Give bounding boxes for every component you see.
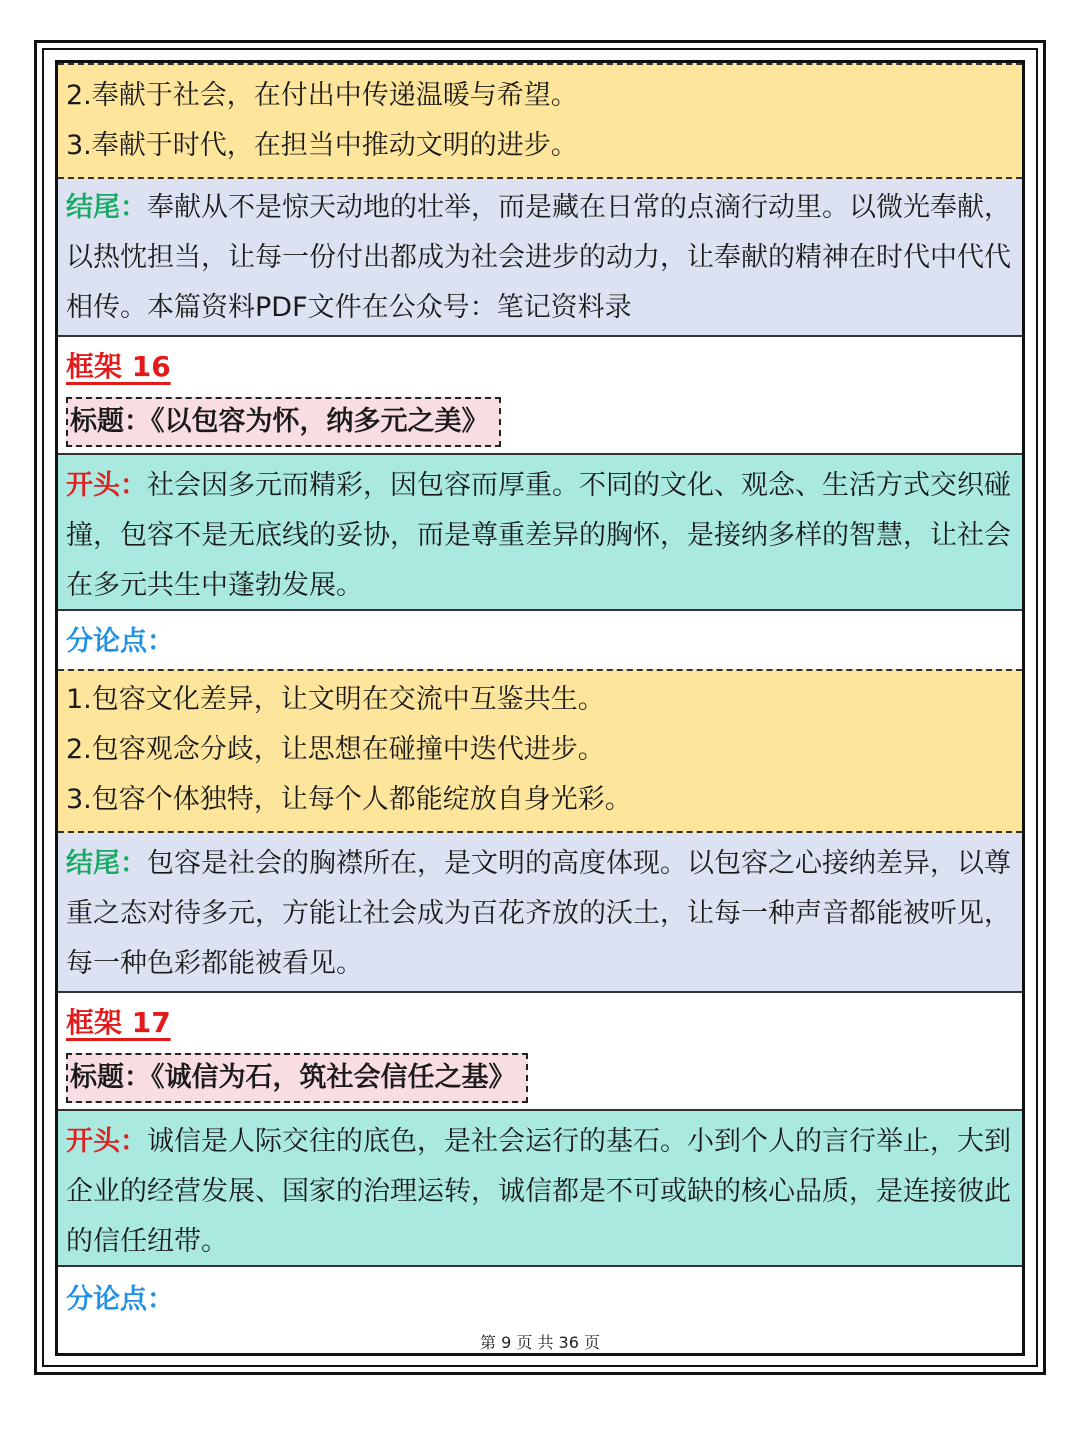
point-item: 3.包容个体独特，让每个人都能绽放自身光彩。 xyxy=(66,784,632,815)
points-label: 分论点： xyxy=(66,626,174,657)
ending-text: 包容是社会的胸襟所在，是文明的高度体现。以包容之心接纳差异，以尊重之态对待多元，方能让社会成为百花齐放的沃土，让每一种声音都能被听见，每一种色彩都能被看见。 xyxy=(66,848,1011,979)
ending-label: 结尾： xyxy=(66,848,147,879)
point-item: 1.包容文化差异，让文明在交流中互鉴共生。 xyxy=(66,684,605,715)
point-item: 3.奉献于时代，在担当中推动文明的进步。 xyxy=(66,130,578,161)
frame16-heading: 框架 16 xyxy=(66,350,171,383)
frame16-title: 标题：《以包容为怀，纳多元之美》 xyxy=(66,397,501,447)
opening-text: 诚信是人际交往的底色，是社会运行的基石。小到个人的言行举止，大到企业的经营发展、国家的治理运转，诚信都是不可或缺的核心品质，是连接彼此的信任纽带。 xyxy=(66,1126,1011,1257)
previous-ending-block xyxy=(58,179,1022,337)
frame16-opening-block xyxy=(58,453,1022,611)
point-item: 2.包容观念分歧，让思想在碰撞中迭代进步。 xyxy=(66,734,605,765)
opening-label: 开头： xyxy=(66,1126,147,1157)
page-footer: 第 9 页 共 36 页 xyxy=(480,1333,600,1352)
opening-text: 社会因多元而精彩，因包容而厚重。不同的文化、观念、生活方式交织碰撞，包容不是无底线的妥协，而是尊重差异的胸怀，是接纳多样的智慧，让社会在多元共生中蓬勃发展。 xyxy=(66,470,1011,601)
frame16-header xyxy=(58,337,1022,453)
page-content xyxy=(58,63,1022,1327)
point-item: 2.奉献于社会，在付出中传递温暖与希望。 xyxy=(66,80,578,111)
ending-label: 结尾： xyxy=(66,192,147,223)
ending-text: 奉献从不是惊天动地的壮举，而是藏在日常的点滴行动里。以微光奉献，以热忱担当，让每一份付出都成为社会进步的动力，让奉献的精神在时代中代代相传。本篇资料PDF文件在公众号：笔记资料录 xyxy=(66,192,1011,323)
frame17-heading: 框架 17 xyxy=(66,1006,171,1039)
points-label: 分论点： xyxy=(66,1284,174,1315)
frame16-points-header xyxy=(58,611,1022,669)
opening-label: 开头： xyxy=(66,470,147,501)
frame17-opening-block xyxy=(58,1109,1022,1267)
frame17-title: 标题：《诚信为石，筑社会信任之基》 xyxy=(66,1053,528,1103)
frame17-points-header xyxy=(58,1267,1022,1327)
frame17-header xyxy=(58,993,1022,1109)
previous-points-block xyxy=(58,63,1022,179)
frame16-points-block xyxy=(58,669,1022,833)
frame16-ending-block xyxy=(58,833,1022,993)
